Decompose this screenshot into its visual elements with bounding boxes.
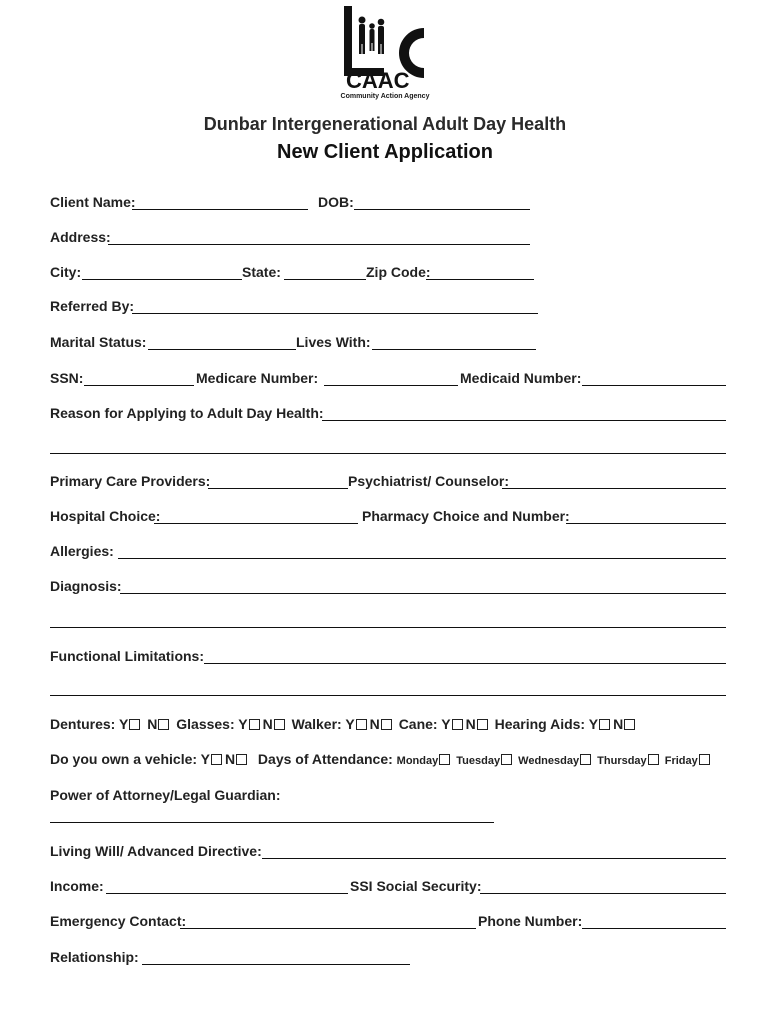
row-living-will bbox=[50, 843, 726, 863]
city-field[interactable] bbox=[82, 279, 242, 280]
dentures-y-label: Y bbox=[119, 716, 129, 732]
days-label: Days of Attendance: bbox=[257, 751, 393, 767]
referred-by-label: Referred By: bbox=[50, 298, 135, 314]
glasses-no-checkbox[interactable] bbox=[274, 719, 285, 730]
medicaid-label: Medicaid Number: bbox=[460, 370, 582, 386]
zip-field[interactable] bbox=[426, 279, 534, 280]
dentures-n-label: N bbox=[147, 716, 158, 732]
vehicle-label: Do you own a vehicle: bbox=[50, 751, 198, 767]
functional-extra-line[interactable] bbox=[50, 695, 726, 696]
reason-field[interactable] bbox=[322, 420, 726, 421]
row-aids bbox=[50, 716, 726, 736]
ssn-label: SSN: bbox=[50, 370, 84, 386]
primary-care-field[interactable] bbox=[208, 488, 348, 489]
row-ssn bbox=[50, 370, 726, 390]
monday-checkbox[interactable] bbox=[439, 754, 450, 765]
psychiatrist-label: Psychiatrist/ Counselor: bbox=[348, 473, 510, 489]
glasses-n-label: N bbox=[262, 716, 273, 732]
hearing-no-checkbox[interactable] bbox=[624, 719, 635, 730]
friday-label: Friday bbox=[664, 755, 698, 767]
dob-label: DOB: bbox=[318, 194, 354, 210]
row-diagnosis bbox=[50, 578, 726, 598]
psychiatrist-field[interactable] bbox=[502, 488, 726, 489]
lives-with-label: Lives With: bbox=[296, 334, 371, 350]
diagnosis-label: Diagnosis: bbox=[50, 578, 122, 594]
monday-label: Monday bbox=[396, 755, 439, 767]
vehicle-yes-checkbox[interactable] bbox=[211, 754, 222, 765]
cane-n-label: N bbox=[465, 716, 476, 732]
row-vehicle bbox=[50, 751, 726, 771]
relationship-label: Relationship: bbox=[50, 949, 139, 965]
diagnosis-extra-line[interactable] bbox=[50, 627, 726, 628]
city-label: City: bbox=[50, 264, 82, 280]
emergency-field[interactable] bbox=[180, 928, 476, 929]
hospital-label: Hospital Choice: bbox=[50, 508, 161, 524]
relationship-field[interactable] bbox=[142, 964, 410, 965]
row-emergency bbox=[50, 913, 726, 933]
client-name-label: Client Name: bbox=[50, 194, 136, 210]
medicaid-field[interactable] bbox=[582, 385, 726, 386]
vehicle-no-checkbox[interactable] bbox=[236, 754, 247, 765]
address-field[interactable] bbox=[108, 244, 530, 245]
cane-label: Cane: bbox=[398, 716, 438, 732]
walker-no-checkbox[interactable] bbox=[381, 719, 392, 730]
dob-field[interactable] bbox=[354, 209, 530, 210]
marital-status-field[interactable] bbox=[148, 349, 296, 350]
medicare-field[interactable] bbox=[324, 385, 458, 386]
walker-yes-checkbox[interactable] bbox=[356, 719, 367, 730]
diagnosis-field[interactable] bbox=[120, 593, 726, 594]
row-primary-care bbox=[50, 473, 726, 493]
reason-label: Reason for Applying to Adult Day Health: bbox=[50, 405, 324, 421]
row-reason bbox=[50, 405, 726, 425]
zip-label: Zip Code: bbox=[366, 264, 431, 280]
row-relationship bbox=[50, 949, 726, 969]
ssi-label: SSI Social Security: bbox=[350, 878, 482, 894]
ssi-field[interactable] bbox=[480, 893, 726, 894]
address-label: Address: bbox=[50, 229, 111, 245]
referred-by-field[interactable] bbox=[132, 313, 538, 314]
walker-label: Walker: bbox=[291, 716, 342, 732]
page-subtitle: New Client Application bbox=[277, 141, 493, 163]
phone-field[interactable] bbox=[582, 928, 726, 929]
poa-field[interactable] bbox=[50, 822, 494, 823]
row-address bbox=[50, 229, 726, 249]
income-field[interactable] bbox=[106, 893, 348, 894]
pharmacy-field[interactable] bbox=[566, 523, 726, 524]
hospital-field[interactable] bbox=[154, 523, 358, 524]
state-label: State: bbox=[242, 264, 281, 280]
row-poa bbox=[50, 787, 726, 807]
income-label: Income: bbox=[50, 878, 104, 894]
phone-label: Phone Number: bbox=[478, 913, 583, 929]
dentures-no-checkbox[interactable] bbox=[158, 719, 169, 730]
hearing-n-label: N bbox=[613, 716, 624, 732]
marital-status-label: Marital Status: bbox=[50, 334, 147, 350]
ssn-field[interactable] bbox=[84, 385, 194, 386]
allergies-label: Allergies: bbox=[50, 543, 114, 559]
caac-logo bbox=[330, 4, 440, 104]
row-hospital bbox=[50, 508, 726, 528]
cane-no-checkbox[interactable] bbox=[477, 719, 488, 730]
glasses-y-label: Y bbox=[238, 716, 248, 732]
page-title: Dunbar Intergenerational Adult Day Health bbox=[203, 114, 567, 134]
cane-yes-checkbox[interactable] bbox=[452, 719, 463, 730]
reason-extra-line[interactable] bbox=[50, 453, 726, 454]
lives-with-field[interactable] bbox=[372, 349, 536, 350]
dentures-label: Dentures: bbox=[50, 716, 116, 732]
hearing-label: Hearing Aids: bbox=[494, 716, 586, 732]
agency-name: Community Action Agency bbox=[340, 93, 430, 100]
wednesday-checkbox[interactable] bbox=[580, 754, 591, 765]
thursday-checkbox[interactable] bbox=[648, 754, 659, 765]
hearing-yes-checkbox[interactable] bbox=[599, 719, 610, 730]
cane-y-label: Y bbox=[441, 716, 451, 732]
hearing-y-label: Y bbox=[588, 716, 599, 732]
vehicle-n-label: N bbox=[225, 751, 236, 767]
walker-n-label: N bbox=[369, 716, 380, 732]
wednesday-label: Wednesday bbox=[518, 755, 580, 767]
dentures-yes-checkbox[interactable] bbox=[129, 719, 140, 730]
walker-y-label: Y bbox=[345, 716, 355, 732]
pharmacy-label: Pharmacy Choice and Number: bbox=[362, 508, 570, 524]
state-field[interactable] bbox=[284, 279, 366, 280]
functional-label: Functional Limitations: bbox=[50, 648, 204, 664]
friday-checkbox[interactable] bbox=[699, 754, 710, 765]
medicare-label: Medicare Number: bbox=[196, 370, 319, 386]
row-functional bbox=[50, 648, 726, 668]
glasses-label: Glasses: bbox=[176, 716, 235, 732]
living-will-field[interactable] bbox=[262, 858, 726, 859]
emergency-label: Emergency Contact: bbox=[50, 913, 187, 929]
row-allergies bbox=[50, 543, 726, 563]
functional-field[interactable] bbox=[204, 663, 726, 664]
row-client-name bbox=[50, 194, 726, 214]
thursday-label: Thursday bbox=[597, 755, 647, 767]
row-city bbox=[50, 264, 726, 284]
glasses-yes-checkbox[interactable] bbox=[249, 719, 260, 730]
logo-text: CAAC bbox=[346, 68, 410, 93]
primary-care-label: Primary Care Providers: bbox=[50, 473, 211, 489]
tuesday-label: Tuesday bbox=[456, 755, 501, 767]
allergies-field[interactable] bbox=[118, 558, 726, 559]
row-income bbox=[50, 878, 726, 898]
row-marital bbox=[50, 334, 726, 354]
vehicle-y-label: Y bbox=[200, 751, 211, 767]
row-referred bbox=[50, 298, 726, 318]
poa-label: Power of Attorney/Legal Guardian: bbox=[50, 787, 281, 803]
client-name-field[interactable] bbox=[132, 209, 308, 210]
tuesday-checkbox[interactable] bbox=[501, 754, 512, 765]
living-will-label: Living Will/ Advanced Directive: bbox=[50, 843, 262, 859]
